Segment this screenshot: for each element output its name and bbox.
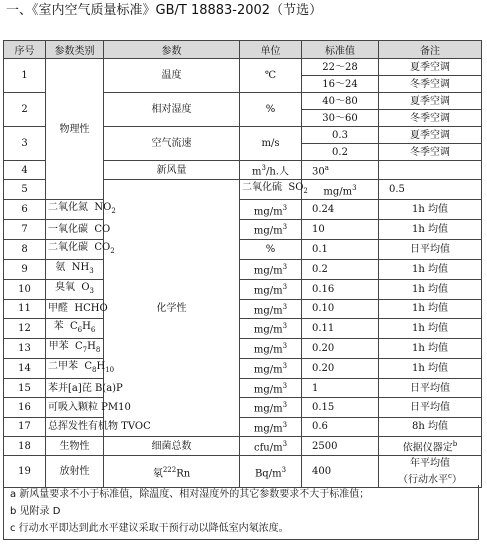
row-number: 11 bbox=[4, 299, 46, 318]
unit-base: mg/m bbox=[253, 384, 283, 396]
parameter-name: 温度 bbox=[104, 59, 240, 93]
unit bbox=[240, 338, 302, 358]
footnote-c: c 行动水平即达到此水平建议采取干预行动以降低室内氡浓度。 bbox=[10, 523, 289, 534]
table-row bbox=[4, 200, 482, 220]
footnote-a: a 新风量要求不小于标准值，除温度、相对湿度外的其它参数要求不大于标准值； bbox=[10, 489, 370, 500]
standard-value: 0.1 bbox=[302, 239, 379, 259]
unit: ℃ bbox=[240, 59, 302, 93]
value-text: 30 bbox=[312, 166, 325, 178]
unit-superscript: 3 bbox=[282, 223, 288, 232]
unit bbox=[240, 358, 302, 378]
table-row bbox=[4, 456, 482, 488]
row-number: 7 bbox=[4, 220, 46, 239]
unit-base: mg/m bbox=[323, 185, 353, 197]
standard-value: 0.10 bbox=[302, 299, 379, 318]
remark: 1h 均值 bbox=[379, 220, 482, 239]
standard-value: 0.20 bbox=[302, 358, 379, 378]
row-number: 2 bbox=[4, 93, 46, 127]
unit-superscript: 3 bbox=[261, 164, 266, 172]
param-subscript: 7 bbox=[82, 345, 88, 354]
row-number: 9 bbox=[4, 259, 46, 279]
param-subscript: 2 bbox=[110, 246, 115, 255]
row-number: 6 bbox=[4, 200, 46, 220]
header-parameter: 参数 bbox=[104, 41, 240, 59]
unit-base: m bbox=[252, 166, 262, 178]
parameter-name: 总挥发性有机物 TVOC bbox=[46, 417, 104, 436]
remark: 夏季空调 bbox=[379, 59, 482, 76]
footnotes bbox=[3, 485, 479, 540]
param-formula: HCHO bbox=[74, 303, 108, 315]
parameter-name bbox=[46, 220, 111, 239]
table-row bbox=[4, 378, 482, 397]
unit-base: mg/m bbox=[253, 265, 283, 277]
param-formula: CO bbox=[94, 241, 111, 253]
table-row bbox=[4, 220, 482, 239]
standard-value: 0.2 bbox=[302, 144, 379, 161]
standard-value: 16～24 bbox=[302, 76, 379, 93]
remark: 日平均值 bbox=[379, 378, 482, 397]
unit-superscript: 3 bbox=[282, 302, 288, 311]
unit-superscript: 3 bbox=[282, 203, 288, 212]
remark bbox=[379, 436, 482, 455]
param-formula: C bbox=[70, 320, 78, 332]
standard-value: 1 bbox=[302, 378, 379, 397]
parameter-name: 新风量 bbox=[104, 161, 240, 180]
remark bbox=[379, 161, 482, 180]
parameter-name bbox=[46, 358, 115, 378]
row-number: 15 bbox=[4, 378, 46, 397]
parameter-name bbox=[46, 200, 116, 220]
standard-value: 400 bbox=[302, 456, 379, 488]
unit bbox=[302, 180, 379, 200]
unit bbox=[240, 259, 302, 279]
unit-superscript: 3 bbox=[282, 342, 288, 351]
param-subscript: 3 bbox=[89, 286, 95, 295]
remark: 冬季空调 bbox=[379, 144, 482, 161]
row-number: 16 bbox=[4, 398, 46, 417]
param-formula-2: H bbox=[82, 320, 91, 332]
remark: 1h 均值 bbox=[379, 299, 482, 318]
remark: 冬季空调 bbox=[379, 110, 482, 127]
row-number: 13 bbox=[4, 338, 46, 358]
category-physical: 物理性 bbox=[46, 59, 104, 200]
parameter-name: 可吸入颗粒 PM10 bbox=[46, 398, 104, 417]
standard-value: 0.20 bbox=[302, 338, 379, 358]
standard-value: 2500 bbox=[302, 436, 379, 455]
param-subscript: 3 bbox=[89, 266, 94, 275]
remark: 夏季空调 bbox=[379, 127, 482, 144]
remark-text: 依据仪器定 bbox=[402, 442, 453, 454]
unit-base: Bq/m bbox=[254, 467, 282, 479]
unit-tail: /h.人 bbox=[265, 166, 289, 178]
table-row bbox=[4, 259, 482, 279]
unit bbox=[240, 161, 302, 180]
param-formula: NH bbox=[71, 261, 90, 273]
param-formula: O bbox=[81, 281, 90, 293]
unit-superscript: 3 bbox=[282, 362, 288, 371]
param-formula: Rn bbox=[176, 467, 191, 479]
param-formula: C bbox=[75, 340, 83, 352]
unit-superscript: 3 bbox=[282, 420, 288, 429]
row-number: 17 bbox=[4, 417, 46, 436]
remark: 1h 均值 bbox=[379, 318, 482, 338]
remark-line-2-tail: ） bbox=[451, 474, 462, 486]
unit-superscript: 3 bbox=[352, 183, 357, 192]
unit: % bbox=[240, 93, 302, 127]
standard-value: 22～28 bbox=[302, 59, 379, 76]
header-category: 参数类别 bbox=[46, 41, 104, 59]
unit-superscript: 3 bbox=[282, 282, 288, 291]
unit-base: mg/m bbox=[253, 422, 283, 434]
parameter-name: 空气流速 bbox=[104, 127, 240, 161]
param-subscript-2: 10 bbox=[105, 365, 115, 374]
param-name-text: 甲苯 bbox=[48, 340, 69, 352]
unit-base: mg/m bbox=[253, 225, 283, 237]
page-title: 一、《室内空气质量标准》GB/T 18883-2002（节选） bbox=[6, 3, 323, 18]
unit bbox=[240, 436, 302, 455]
standard-value: 0.24 bbox=[302, 200, 379, 220]
parameter-name bbox=[46, 279, 104, 299]
remark: 1h 均值 bbox=[379, 279, 482, 299]
unit-base: mg/m bbox=[253, 403, 283, 415]
remark: 日平均值 bbox=[379, 398, 482, 417]
row-number: 18 bbox=[4, 436, 46, 455]
unit-base: mg/m bbox=[253, 285, 283, 297]
row-number: 3 bbox=[4, 127, 46, 161]
unit bbox=[240, 279, 302, 299]
standard-value: 0.3 bbox=[302, 127, 379, 144]
unit: m/s bbox=[240, 127, 302, 161]
param-name-text: 二氧化氮 bbox=[48, 202, 88, 214]
unit: % bbox=[240, 239, 302, 259]
parameter-name: 相对湿度 bbox=[104, 93, 240, 127]
table-row bbox=[4, 338, 482, 358]
standard-value: 10 bbox=[302, 220, 379, 239]
header-remarks: 备注 bbox=[379, 41, 482, 59]
category-chemical: 化学性 bbox=[104, 180, 240, 437]
remark: 日平均值 bbox=[379, 239, 482, 259]
unit-superscript: 3 bbox=[282, 262, 288, 271]
row-number: 8 bbox=[4, 239, 46, 259]
param-name-text: 氡 bbox=[152, 467, 163, 479]
remark: 1h 均值 bbox=[379, 200, 482, 220]
param-subscript-2: 6 bbox=[90, 325, 96, 334]
param-superscript: 222 bbox=[162, 465, 177, 474]
param-formula-2: H bbox=[96, 360, 106, 372]
row-number: 14 bbox=[4, 358, 46, 378]
parameter-name bbox=[46, 299, 108, 318]
standard-value: 0.11 bbox=[302, 318, 379, 338]
table-row bbox=[4, 436, 482, 455]
param-name-text: 二甲苯 bbox=[48, 360, 78, 372]
remark: 1h 均值 bbox=[379, 338, 482, 358]
remark: 夏季空调 bbox=[379, 93, 482, 110]
header-standard-value: 标准值 bbox=[302, 41, 379, 59]
unit-superscript: 3 bbox=[282, 381, 288, 390]
category-biological: 生物性 bbox=[46, 436, 104, 455]
air-quality-standard-table bbox=[3, 40, 482, 488]
param-formula: NO bbox=[94, 202, 112, 214]
remark: 冬季空调 bbox=[379, 76, 482, 93]
unit bbox=[240, 417, 302, 436]
unit-superscript: 3 bbox=[281, 465, 287, 474]
parameter-name: 苯并[a]芘 B(a)P bbox=[46, 378, 104, 397]
standard-value bbox=[302, 161, 379, 180]
unit-superscript: 3 bbox=[282, 401, 288, 410]
param-formula: CO bbox=[94, 223, 111, 235]
standard-value: 0.2 bbox=[302, 259, 379, 279]
header-no: 序号 bbox=[4, 41, 46, 59]
param-name-text: 臭氧 bbox=[54, 281, 75, 293]
row-number: 5 bbox=[4, 180, 46, 200]
remark-line-1: 年平均值 bbox=[410, 458, 450, 470]
row-number: 4 bbox=[4, 161, 46, 180]
unit bbox=[240, 318, 302, 338]
param-formula: SO bbox=[288, 182, 304, 194]
parameter-name bbox=[46, 239, 115, 259]
row-number: 10 bbox=[4, 279, 46, 299]
param-name-text: 甲醛 bbox=[48, 303, 68, 315]
standard-value: 40～80 bbox=[302, 93, 379, 110]
parameter-name bbox=[46, 338, 104, 358]
parameter-name bbox=[240, 180, 308, 200]
unit-base: mg/m bbox=[253, 304, 283, 316]
param-subscript: 2 bbox=[303, 187, 308, 196]
param-formula-2: H bbox=[87, 340, 96, 352]
param-name-text: 氨 bbox=[55, 261, 66, 273]
unit-base: mg/m bbox=[253, 205, 283, 217]
unit-base: mg/m bbox=[253, 344, 283, 356]
table-row bbox=[4, 358, 482, 378]
parameter-name: 细菌总数 bbox=[104, 436, 240, 455]
unit-superscript: 3 bbox=[282, 322, 288, 331]
header-unit: 单位 bbox=[240, 41, 302, 59]
unit-base: mg/m bbox=[253, 364, 283, 376]
unit bbox=[240, 378, 302, 397]
footnote-b: b 见附录 D bbox=[10, 506, 61, 517]
param-name-text: 二氧化碳 bbox=[48, 241, 88, 253]
footnote-mark: c bbox=[448, 472, 452, 481]
param-subscript: 8 bbox=[92, 365, 97, 374]
standard-value: 0.15 bbox=[302, 398, 379, 417]
parameter-name bbox=[46, 318, 104, 338]
table-row bbox=[4, 239, 482, 259]
footnote-mark: a bbox=[324, 164, 329, 172]
remark-line-2: （行动水平 bbox=[398, 474, 449, 486]
param-name-text: 一氧化碳 bbox=[48, 223, 88, 235]
table-row bbox=[4, 279, 482, 299]
remark: 1h 均值 bbox=[379, 259, 482, 279]
remark: 1h 均值 bbox=[379, 358, 482, 378]
standard-value: 0.5 bbox=[379, 180, 482, 200]
table-header-row bbox=[4, 41, 482, 59]
param-subscript: 2 bbox=[111, 207, 116, 216]
param-name-text: 苯 bbox=[53, 320, 64, 332]
table-row bbox=[4, 299, 482, 318]
footnote-mark: b bbox=[452, 439, 458, 448]
unit bbox=[240, 220, 302, 239]
unit-superscript: 3 bbox=[282, 439, 288, 448]
unit bbox=[240, 200, 302, 220]
parameter-name bbox=[104, 456, 240, 488]
parameter-name bbox=[46, 259, 104, 279]
row-number: 19 bbox=[4, 456, 46, 488]
row-number: 12 bbox=[4, 318, 46, 338]
standard-value: 0.16 bbox=[302, 279, 379, 299]
unit bbox=[240, 299, 302, 318]
param-subscript-2: 8 bbox=[95, 345, 101, 354]
unit bbox=[240, 398, 302, 417]
category-radioactive: 放射性 bbox=[46, 456, 104, 488]
remark bbox=[379, 456, 482, 488]
remark: 8h 均值 bbox=[379, 417, 482, 436]
row-number: 1 bbox=[4, 59, 46, 93]
standard-value: 30～60 bbox=[302, 110, 379, 127]
unit-base: mg/m bbox=[253, 324, 283, 336]
table-row bbox=[4, 398, 482, 417]
table-row bbox=[4, 318, 482, 338]
table-row bbox=[4, 59, 482, 76]
standard-value: 0.6 bbox=[302, 417, 379, 436]
table-row bbox=[4, 417, 482, 436]
param-subscript: 6 bbox=[77, 325, 83, 334]
unit bbox=[240, 456, 302, 488]
param-formula: C bbox=[84, 360, 93, 372]
param-name-text: 二氧化硫 bbox=[242, 182, 282, 194]
unit-base: cfu/m bbox=[253, 442, 283, 454]
